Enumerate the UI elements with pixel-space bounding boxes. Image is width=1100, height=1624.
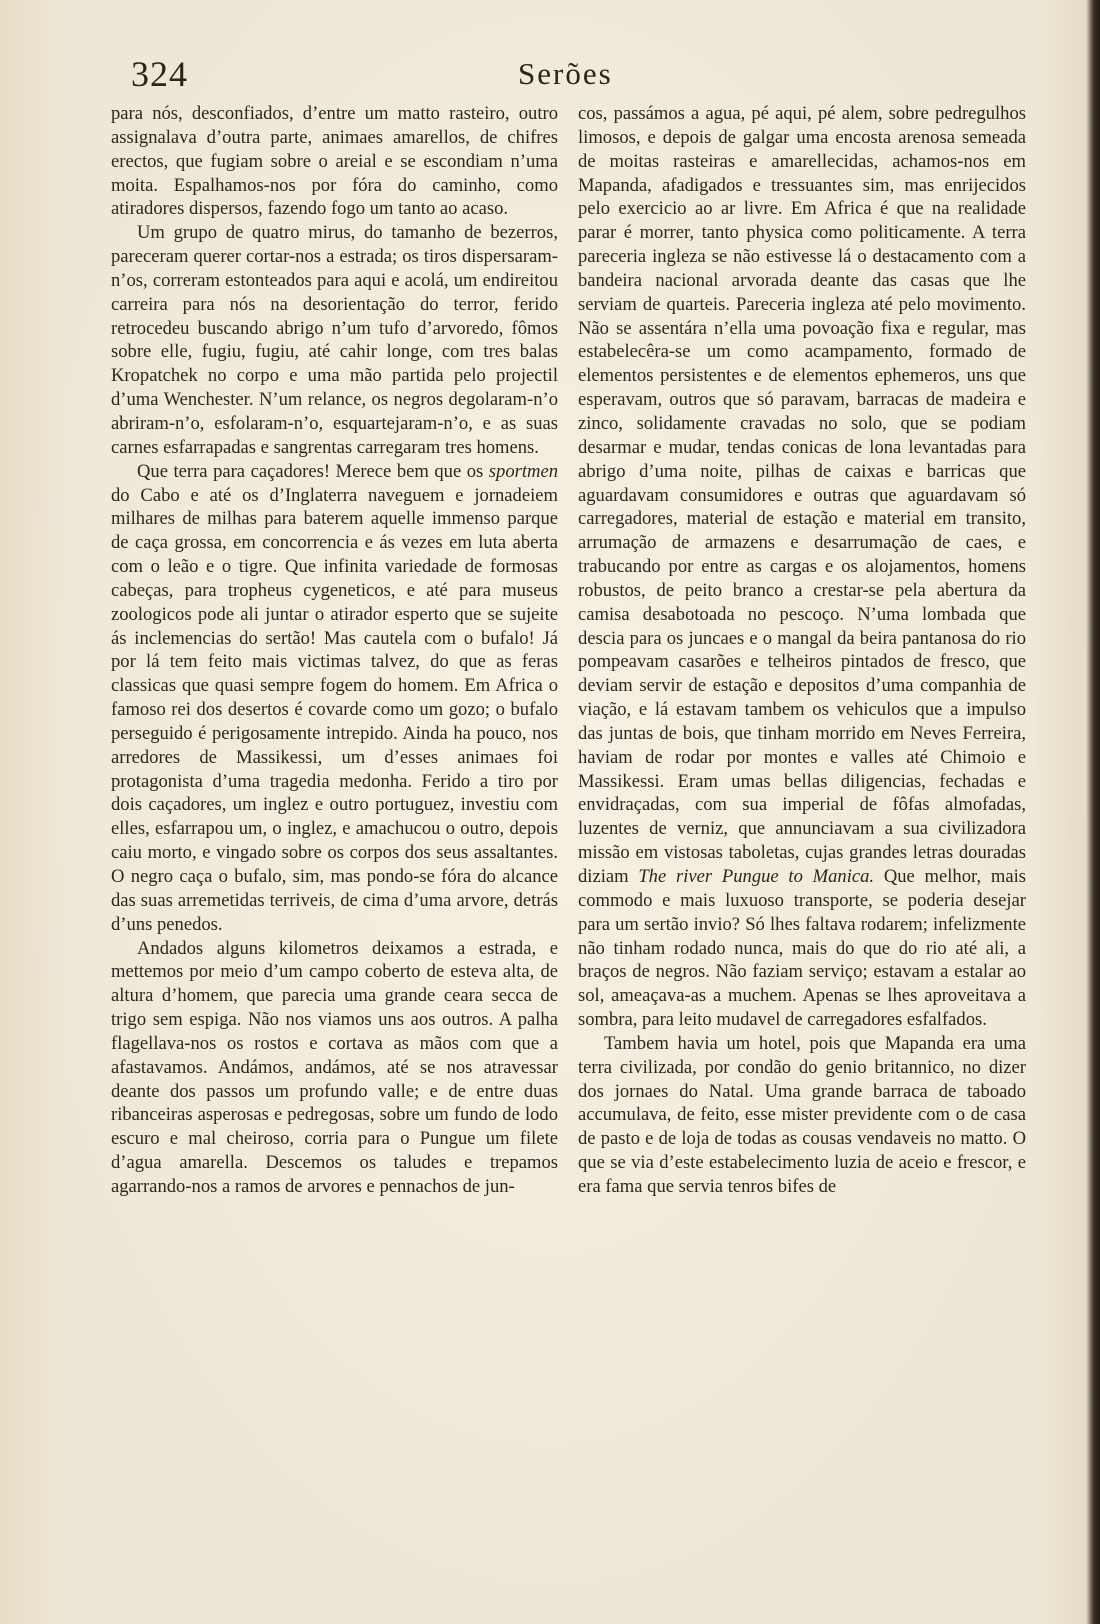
page-header xyxy=(0,52,1100,96)
page-number: 324 xyxy=(131,54,188,94)
running-title: Serões xyxy=(518,56,613,91)
text-run: Tambem havia um hotel, pois que Mapanda era uma terra civilizada, por condão do genio britannico, no dizer dos jornaes do Natal. Uma grande barraca de taboado accumulava, de feito, esse mister previdente com o de casa de pasto e de loja de todas as cousas vendaveis no matto. O que se via d’este estabelecimento luzia de aceio e frescor, e era fama que servia tenros bifes de xyxy=(578,1032,1026,1197)
paragraph xyxy=(111,937,558,1199)
paragraph xyxy=(111,221,558,459)
paragraph xyxy=(111,460,558,937)
page-edge-shadow xyxy=(1086,0,1100,1624)
text-run: cos, passámos a agua, pé aqui, pé alem, sobre pedregulhos limosos, e depois de galgar uma encosta arenosa semeada de moitas rasteiras e amarellecidas, achamos-nos em Mapanda, afadigados e tressuantes sim, mas enrijecidos pelo exercicio ao ar livre. Em Africa é que na realidade parar é morrer, tanto physica como politicamente. A terra pareceria ingleza se não estivesse lá o destacamento com a bandeira nacional arvorada deante das casas que lhe serviam de quarteis. Pareceria ingleza até pelo movimento. Não se assentára n’ella uma povoação fixa e regular, mas estabelecêra-se um como acampamento, formado de elementos persistentes e de elementos ephemeros, uns que esperavam, outros que só paravam, barracas de madeira e zinco, solidamente cravadas no solo, que se podiam desarmar e mudar, tendas conicas de lona levantadas para abrigo d’uma noite, pilhas de caixas e barricas que aguardavam consumidores e outras que aguardavam só carregadores, material de estação e material em transito, arrumação de armazens e desarrumação de caes, e trabucando por entre as cargas e os alojamentos, homens robustos, de peito branco a crestar-se pela abertura da camisa desabotoada no pescoço. N’uma lombada que descia para os juncaes e o mangal da beira pantanosa do rio pompeavam casarões e telheiros pintados de fresco, que deviam servir de estação e depositos d’uma companhia de viação, e lá estavam tambem os vehiculos que a impulso das juntas de bois, que tinham morrido em Neves Ferreira, haviam de rodar por montes e valles até Chimoio e Massikessi. Eram umas bellas diligencias, fechadas e envidraçadas, com sua imperial de fôfas almofadas, luzentes de verniz, que annunciavam a sua civilizadora missão em vistosas taboletas, cujas grandes letras douradas diziam xyxy=(578,103,1026,887)
paragraph xyxy=(578,102,1026,1032)
text-run: Que melhor, mais commodo e mais luxuoso transporte, se poderia desejar para um sertão invio? Só lhes faltava rodarem; infelizmente não tinham rodado nunca, mais do que do rio até ali, a braços de negros. Não faziam serviço; estavam a estalar ao sol, ameaçava-as a muchem. Apenas se lhes aproveitava a sombra, para leito mudavel de carregadores esfalfados. xyxy=(578,866,1026,1031)
italic-run: The river Pungue to Manica. xyxy=(638,866,875,887)
text-run: Que terra para caçadores! Merece bem que os xyxy=(137,460,489,482)
right-text-column xyxy=(578,102,1026,1199)
text-run: Andados alguns kilometros deixamos a estrada, e mettemos por meio d’um campo coberto de esteva alta, de altura d’homem, que parecia uma grande ceara secca de trigo sem espiga. Não nos viamos uns aos outros. A palha flagellava-nos os rostos e cortava as mãos com que a afastavamos. Andámos, andámos, até se nos atravessar deante dos passos um profundo valle; e de entre duas ribanceiras asperosas e pedregosas, sobre um fundo de lodo escuro e mal cheiroso, corria para o Pungue um filete d’agua amarella. Descemos os taludes e trepamos agarrando-nos a ramos de arvores e pennachos de jun- xyxy=(111,937,558,1197)
left-text-column xyxy=(111,102,558,1199)
paragraph xyxy=(578,1032,1026,1199)
italic-run: sportmen xyxy=(488,460,558,482)
paragraph xyxy=(111,102,558,221)
text-run: Um grupo de quatro mirus, do tamanho de bezerros, pareceram querer cortar-nos a estrada; os tiros dispersaram-n’os, correram estonteados para aqui e acolá, um endireitou carreira para nós na desorientação do terror, ferido retrocedeu buscando abrigo n’um tufo d’arvoredo, fômos sobre elle, fugiu, fugiu, até cahir longe, com tres balas Kropatchek no corpo e uma mão partida pelo projectil d’uma Wenchester. N’um relance, os negros degolaram-n’o abriram-n’o, esfolaram-n’o, esquartejaram-n’o, e as suas carnes esfarrapadas e sangrentas carregaram tres homens. xyxy=(111,222,558,458)
text-run: para nós, desconfiados, d’entre um matto rasteiro, outro assignalava d’outra parte, animaes amarellos, de chifres erectos, que fugiam sobre o areial e se escondiam n’uma moita. Espalhamos-nos por fóra do caminho, como atiradores dispersos, fazendo fogo um tanto ao acaso. xyxy=(111,103,558,220)
text-run: do Cabo e até os d’Inglaterra naveguem e jornadeiem milhares de milhas para baterem aquelle immenso parque de caça grossa, em concorrencia e ás vezes em luta aberta com o leão e o tigre. Que infinita variedade de formosas cabeças, para tropheus cygeneticos, e até para museus zoologicos pode ali juntar o atirador esperto que se sujeite ás inclemencias do sertão! Mas cautela com o bufalo! Já por lá tem feito mais victimas talvez, do que as feras classicas que quasi sempre fogem do homem. Em Africa o famoso rei dos desertos é covarde como um gozo; o bufalo perseguido é perigosamente intrepido. Ainda ha pouco, nos arredores de Massikessi, um d’esses animaes foi protagonista d’uma tragedia medonha. Ferido a tiro por dois caçadores, um inglez e outro portuguez, investiu com elles, esfarrapou um, o inglez, e amachucou o outro, depois caiu morto, e vingado sobre os corpos dos seus assaltantes. O negro caça o bufalo, sim, mas pondo-se fóra do alcance das suas arremetidas terriveis, de cima d’uma arvore, detrás d’uns penedos. xyxy=(111,484,558,935)
